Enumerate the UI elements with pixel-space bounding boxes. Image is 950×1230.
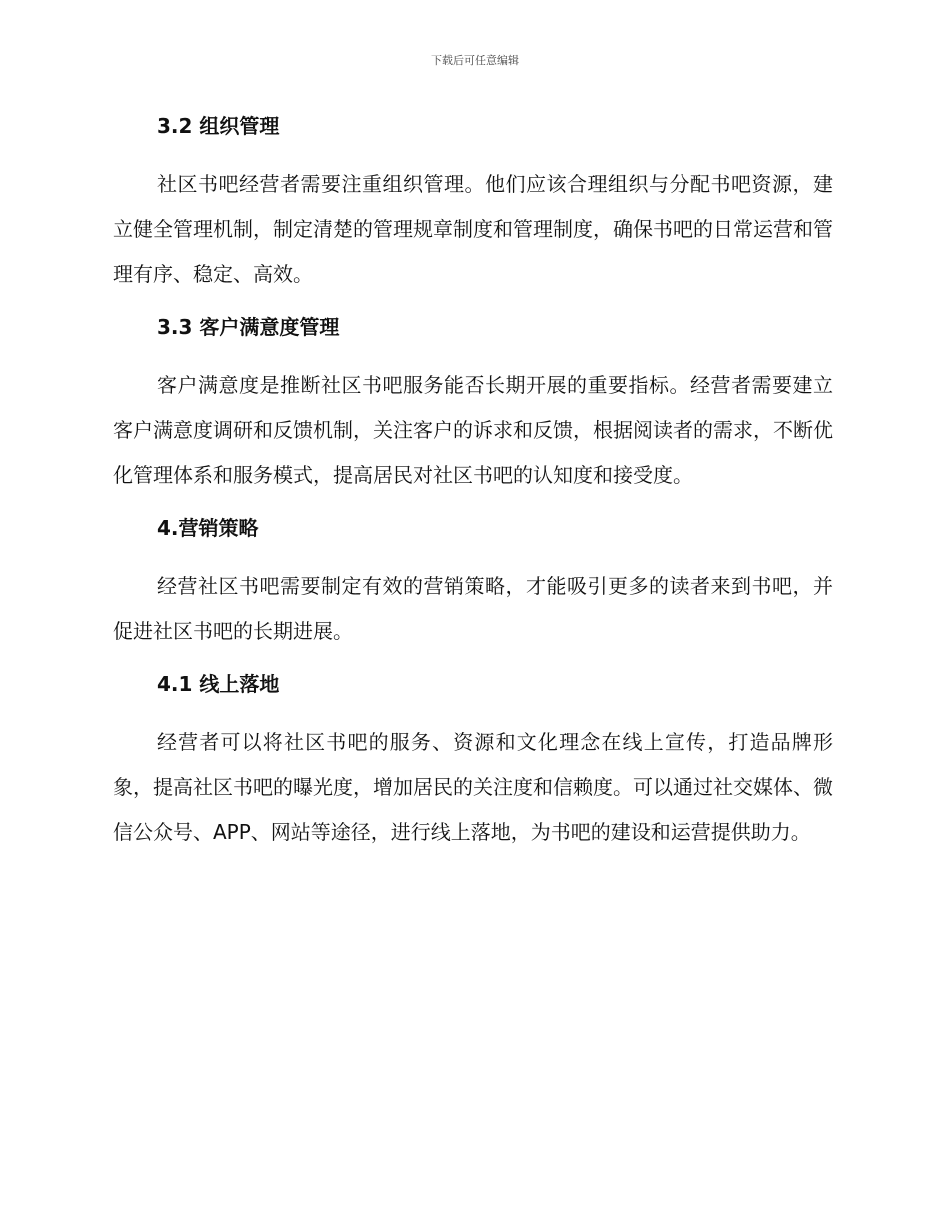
section-heading-3-2: 3.2 组织管理 (157, 114, 280, 138)
section-heading-4-1: 4.1 线上落地 (157, 672, 280, 696)
section-body-4: 经营社区书吧需要制定有效的营销策略，才能吸引更多的读者来到书吧，并促进社区书吧的长期进展。 (113, 574, 833, 643)
section-body-4-1: 经营者可以将社区书吧的服务、资源和文化理念在线上宣传，打造品牌形象，提高社区书吧的曝光度，增加居民的关注度和信赖度。可以通过社交媒体、微信公众号、APP、网站等途径，进行线上落地，为书吧的建设和运营提供助力。 (113, 730, 833, 844)
section-heading-3-3: 3.3 客户满意度管理 (157, 315, 340, 339)
page-header-note: 下载后可任意编辑 (431, 54, 519, 67)
section-heading-4: 4.营销策略 (157, 516, 259, 540)
document-content (113, 110, 833, 855)
section-body-3-2: 社区书吧经营者需要注重组织管理。他们应该合理组织与分配书吧资源，建立健全管理机制，制定清楚的管理规章制度和管理制度，确保书吧的日常运营和管理有序、稳定、高效。 (113, 172, 833, 286)
section-body-3-3: 客户满意度是推断社区书吧服务能否长期开展的重要指标。经营者需要建立客户满意度调研和反馈机制，关注客户的诉求和反馈，根据阅读者的需求，不断优化管理体系和服务模式，提高居民对社区书吧的认知度和接受度。 (113, 373, 833, 487)
